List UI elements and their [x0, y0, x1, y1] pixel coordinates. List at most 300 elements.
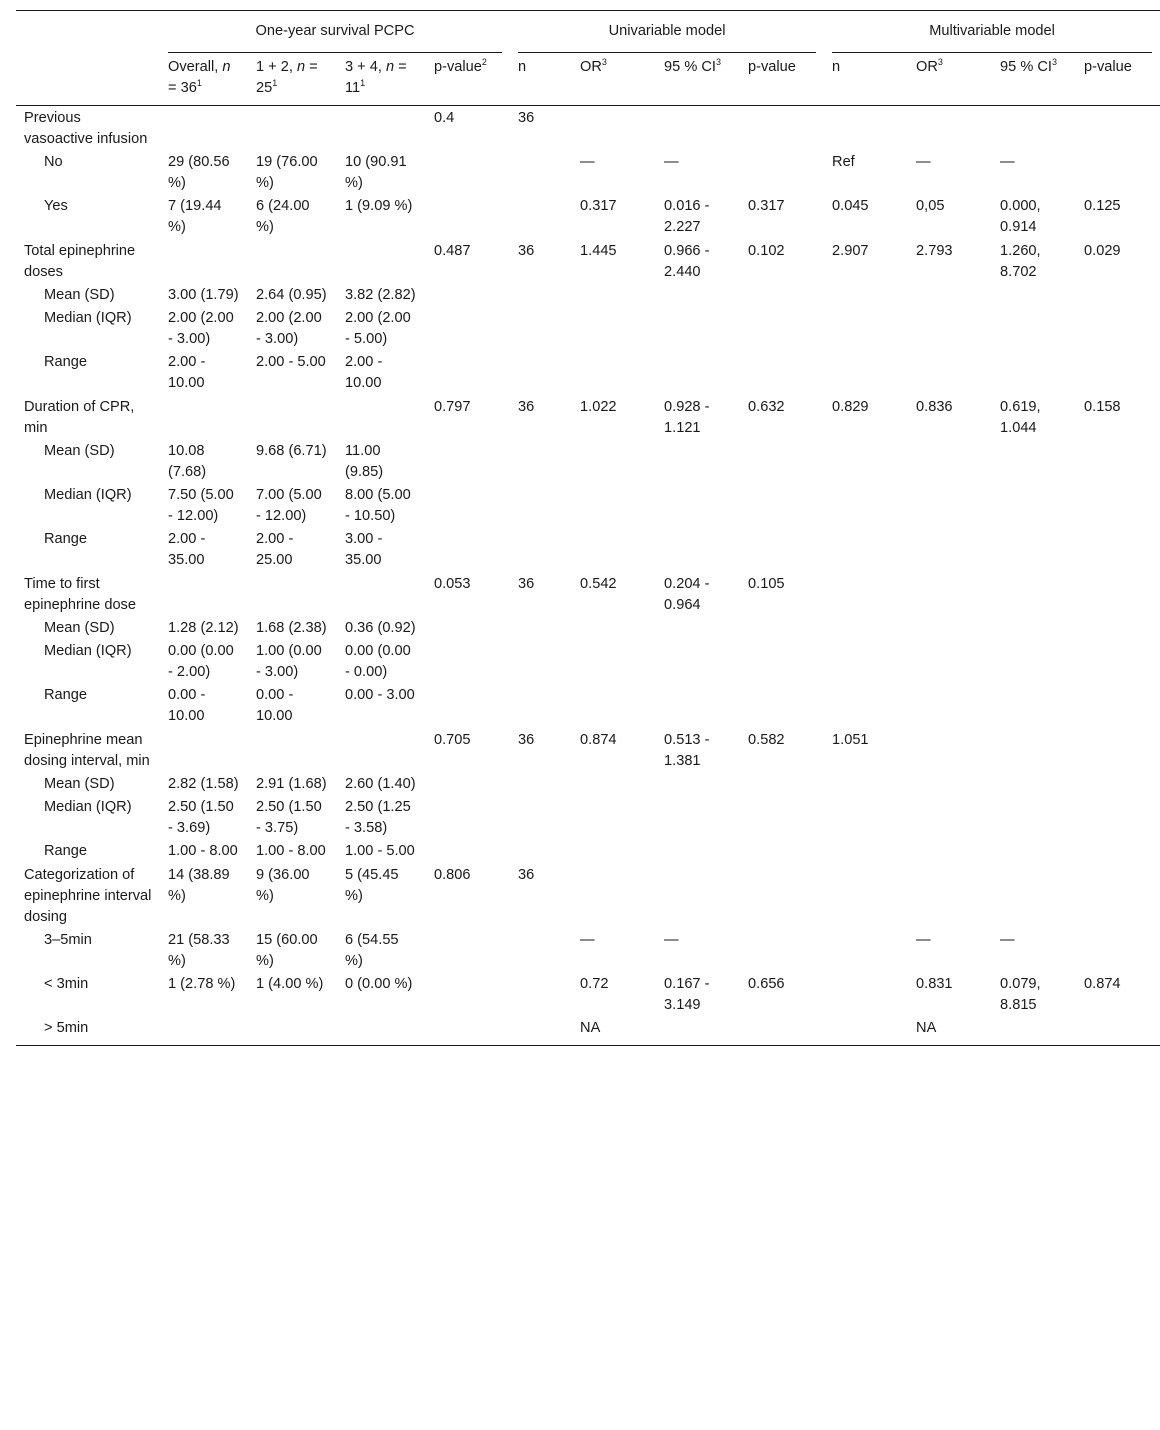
table-cell [510, 484, 572, 528]
table-cell: 2.00 (2.00 - 5.00) [345, 310, 411, 347]
table-cell [510, 840, 572, 863]
table-cell [656, 440, 740, 484]
table-row-level [16, 440, 1160, 484]
table-cell: 0.632 [748, 399, 785, 415]
col-1-2: 1 + 2, $n = 25^1$ [248, 52, 337, 106]
header-group-survival [160, 11, 510, 53]
table-cell [1076, 840, 1160, 863]
table-cell: 1.00 - 5.00 [345, 843, 415, 859]
table-cell [908, 684, 992, 728]
row-label: Median (IQR) [44, 643, 132, 659]
table-cell [656, 863, 740, 929]
table-cell [426, 840, 510, 863]
table-cell [248, 395, 337, 440]
table-cell [740, 1017, 824, 1046]
table-cell [656, 684, 740, 728]
table-cell [510, 640, 572, 684]
table-row-level [16, 195, 1160, 239]
table-cell [1076, 773, 1160, 796]
table-cell: 0.619, 1.044 [1000, 399, 1041, 436]
table-cell: 2.00 - 5.00 [256, 354, 326, 370]
table-cell [1076, 307, 1160, 351]
group-label-survival: One-year survival PCPC [168, 21, 502, 53]
table-cell [572, 484, 656, 528]
table-cell: 2.00 - 25.00 [256, 531, 294, 568]
table-cell [1076, 351, 1160, 395]
table-cell: 0.00 - 10.00 [168, 687, 206, 724]
table-container [16, 10, 1160, 1046]
header-empty-cell [16, 11, 160, 53]
table-cell: 1.68 (2.38) [256, 620, 327, 636]
table-row-level [16, 284, 1160, 307]
table-cell [824, 106, 908, 152]
table-cell: 0.00 - 3.00 [345, 687, 415, 703]
row-label: Range [44, 843, 88, 859]
table-cell [510, 617, 572, 640]
table-cell [992, 440, 1076, 484]
table-cell [1076, 796, 1160, 840]
table-cell [992, 863, 1076, 929]
table-cell: 0.204 - 0.964 [664, 576, 710, 613]
row-label: Categorization of epinephrine interval dosing [24, 867, 152, 925]
col-or-multivariable: $OR^3$ [908, 52, 992, 106]
row-label: Time to first epinephrine dose [24, 576, 136, 613]
table-cell [572, 307, 656, 351]
table-cell [824, 973, 908, 1017]
table-cell: 0.053 [434, 576, 471, 592]
table-cell [824, 640, 908, 684]
table-cell [908, 572, 992, 617]
table-cell [426, 151, 510, 195]
table-cell [824, 528, 908, 572]
table-cell [992, 617, 1076, 640]
table-cell: 1 (4.00 %) [256, 976, 324, 992]
results-table [16, 10, 1160, 1046]
table-cell: 0.317 [580, 198, 617, 214]
table-row-level [16, 151, 1160, 195]
group-label-univariable: Univariable model [518, 21, 816, 53]
table-cell [824, 307, 908, 351]
row-label: Range [44, 531, 88, 547]
table-cell: 36 [518, 867, 535, 883]
row-label: Range [44, 687, 88, 703]
table-cell: 1.260, 8.702 [1000, 243, 1041, 280]
table-cell: 1 (9.09 %) [345, 198, 413, 214]
col-p-value-multivariable: p-value [1076, 52, 1160, 106]
table-cell: 1.00 - 8.00 [256, 843, 326, 859]
table-cell [572, 528, 656, 572]
table-cell [824, 284, 908, 307]
table-cell: 0.829 [832, 399, 869, 415]
table-cell: 2.82 (1.58) [168, 776, 239, 792]
table-cell [426, 528, 510, 572]
table-cell [510, 1017, 572, 1046]
row-label: Mean (SD) [44, 287, 115, 303]
table-row-level [16, 796, 1160, 840]
table-cell: 0.016 - 2.227 [664, 198, 710, 235]
table-cell [656, 840, 740, 863]
table-cell [908, 307, 992, 351]
table-cell [510, 973, 572, 1017]
table-cell [510, 929, 572, 973]
table-cell [1076, 106, 1160, 152]
table-cell [908, 796, 992, 840]
table-cell [992, 796, 1076, 840]
table-row-level [16, 351, 1160, 395]
row-label: Mean (SD) [44, 443, 115, 459]
table-cell [656, 106, 740, 152]
row-label: Range [44, 354, 88, 370]
table-row-variable [16, 572, 1160, 617]
table-cell: 7.00 (5.00 - 12.00) [256, 487, 322, 524]
table-cell: 14 (38.89 %) [168, 867, 230, 904]
table-cell [510, 796, 572, 840]
table-cell [824, 484, 908, 528]
table-cell: 5 (45.45 %) [345, 867, 399, 904]
table-cell [740, 840, 824, 863]
table-cell: 0.806 [434, 867, 471, 883]
table-cell [160, 572, 248, 617]
table-cell [510, 684, 572, 728]
table-cell [510, 773, 572, 796]
table-cell [160, 395, 248, 440]
table-cell [908, 773, 992, 796]
table-cell [572, 796, 656, 840]
table-cell [1076, 151, 1160, 195]
group-label-multivariable: Multivariable model [832, 21, 1152, 53]
table-cell [824, 684, 908, 728]
table-cell: 0.656 [748, 976, 785, 992]
table-cell: 29 (80.56 %) [168, 154, 230, 191]
table-cell: 0.00 (0.00 - 0.00) [345, 643, 411, 680]
table-cell [992, 307, 1076, 351]
table-cell [426, 307, 510, 351]
table-cell [1076, 1017, 1160, 1046]
table-cell [740, 151, 824, 195]
table-cell: 36 [518, 576, 535, 592]
table-cell [992, 284, 1076, 307]
table-cell [337, 728, 426, 773]
row-label: Median (IQR) [44, 799, 132, 815]
table-cell: — [1000, 154, 1015, 170]
table-cell [572, 351, 656, 395]
table-cell: 0.487 [434, 243, 471, 259]
table-cell: 21 (58.33 %) [168, 932, 230, 969]
table-row-level [16, 840, 1160, 863]
table-cell [426, 195, 510, 239]
table-cell [426, 617, 510, 640]
table-cell [824, 572, 908, 617]
table-cell: 0.542 [580, 576, 617, 592]
row-label: < 3min [44, 976, 89, 992]
table-cell [572, 773, 656, 796]
table-cell [1076, 440, 1160, 484]
table-cell [510, 284, 572, 307]
table-cell [740, 351, 824, 395]
table-cell [992, 528, 1076, 572]
table-cell [572, 840, 656, 863]
table-cell [572, 863, 656, 929]
table-cell [992, 840, 1076, 863]
table-row-level [16, 773, 1160, 796]
table-cell [824, 440, 908, 484]
table-cell: 11.00 (9.85) [345, 443, 384, 480]
col-3-4: 3 + 4, $n = 11^1$ [337, 52, 426, 106]
header-group-univariable [510, 11, 824, 53]
table-cell: 36 [518, 399, 535, 415]
table-cell [426, 284, 510, 307]
table-cell: 1 (2.78 %) [168, 976, 236, 992]
table-row-level [16, 617, 1160, 640]
table-cell: 15 (60.00 %) [256, 932, 318, 969]
table-cell: 0.4 [434, 110, 455, 126]
table-cell: 0.079, 8.815 [1000, 976, 1041, 1013]
table-cell: 2.00 (2.00 - 3.00) [168, 310, 234, 347]
table-cell: 0.125 [1084, 198, 1121, 214]
table-cell [908, 528, 992, 572]
table-cell [510, 440, 572, 484]
table-cell: 2.50 (1.50 - 3.69) [168, 799, 234, 836]
table-cell [160, 239, 248, 284]
table-cell: 10.08 (7.68) [168, 443, 207, 480]
table-cell [824, 796, 908, 840]
col-p-value-univariable: p-value [740, 52, 824, 106]
table-cell: 0.000, 0.914 [1000, 198, 1041, 235]
table-row-level [16, 973, 1160, 1017]
row-label: Duration of CPR, min [24, 399, 135, 436]
table-cell [908, 351, 992, 395]
table-cell [656, 796, 740, 840]
table-cell [824, 863, 908, 929]
table-cell [656, 307, 740, 351]
table-cell [992, 773, 1076, 796]
row-label: Mean (SD) [44, 620, 115, 636]
table-row-variable [16, 106, 1160, 152]
table-cell [740, 106, 824, 152]
col-ci-univariable: 95 % $CI^3$ [656, 52, 740, 106]
row-label: Epinephrine mean dosing interval, min [24, 732, 150, 769]
table-cell: 2.793 [916, 243, 953, 259]
table-cell [824, 773, 908, 796]
table-cell [740, 640, 824, 684]
table-row-variable [16, 728, 1160, 773]
table-cell [824, 1017, 908, 1046]
table-cell: 0.00 (0.00 - 2.00) [168, 643, 234, 680]
table-cell: 0.105 [748, 576, 785, 592]
table-row-level [16, 528, 1160, 572]
table-row-level [16, 307, 1160, 351]
table-cell [740, 617, 824, 640]
table-cell [992, 1017, 1076, 1046]
table-cell: 2.00 (2.00 - 3.00) [256, 310, 322, 347]
table-cell [248, 572, 337, 617]
table-cell: 7.50 (5.00 - 12.00) [168, 487, 234, 524]
table-cell: 36 [518, 110, 535, 126]
table-cell [337, 395, 426, 440]
table-cell [510, 307, 572, 351]
row-label: Mean (SD) [44, 776, 115, 792]
table-cell [740, 863, 824, 929]
table-cell: 0.513 - 1.381 [664, 732, 710, 769]
table-cell [572, 106, 656, 152]
table-cell: 1.051 [832, 732, 869, 748]
table-cell [426, 351, 510, 395]
table-cell [337, 106, 426, 152]
table-cell: 0.045 [832, 198, 869, 214]
table-cell: 0.966 - 2.440 [664, 243, 710, 280]
table-cell [656, 351, 740, 395]
table-row-level [16, 684, 1160, 728]
table-cell: 7 (19.44 %) [168, 198, 222, 235]
table-cell: — [664, 932, 679, 948]
table-cell: 0.874 [580, 732, 617, 748]
table-cell [992, 351, 1076, 395]
table-cell [248, 106, 337, 152]
table-cell [656, 617, 740, 640]
table-cell: 0.72 [580, 976, 609, 992]
table-cell [656, 1017, 740, 1046]
table-cell [1076, 929, 1160, 973]
table-cell [824, 617, 908, 640]
table-cell: 36 [518, 243, 535, 259]
table-row-variable [16, 395, 1160, 440]
table-cell [740, 307, 824, 351]
row-label: 3–5min [44, 932, 92, 948]
table-cell [824, 840, 908, 863]
table-cell [160, 728, 248, 773]
table-cell: 0.158 [1084, 399, 1121, 415]
table-cell: 0.167 - 3.149 [664, 976, 710, 1013]
row-label: Total epinephrine doses [24, 243, 136, 280]
table-cell [510, 151, 572, 195]
table-cell: 0.928 - 1.121 [664, 399, 710, 436]
table-cell: — [916, 932, 931, 948]
table-cell: 0.874 [1084, 976, 1121, 992]
table-cell: 9 (36.00 %) [256, 867, 310, 904]
table-cell: 0.36 (0.92) [345, 620, 416, 636]
table-cell [992, 728, 1076, 773]
table-cell [1076, 572, 1160, 617]
table-row-level [16, 640, 1160, 684]
table-cell: 1.445 [580, 243, 617, 259]
table-cell: 1.28 (2.12) [168, 620, 239, 636]
header-group-row [16, 11, 1160, 53]
row-label: No [44, 154, 63, 170]
table-cell: 1.00 (0.00 - 3.00) [256, 643, 322, 680]
table-cell [1076, 728, 1160, 773]
table-cell [908, 284, 992, 307]
table-cell: 0.797 [434, 399, 471, 415]
table-cell [1076, 640, 1160, 684]
table-cell [740, 796, 824, 840]
table-cell [740, 440, 824, 484]
table-cell [824, 929, 908, 973]
table-cell: 1.00 - 8.00 [168, 843, 238, 859]
table-body [16, 106, 1160, 1046]
table-cell [740, 528, 824, 572]
table-cell [908, 617, 992, 640]
table-cell: 0.029 [1084, 243, 1121, 259]
table-cell: 2.50 (1.50 - 3.75) [256, 799, 322, 836]
table-cell [248, 239, 337, 284]
table-cell: Ref [832, 154, 855, 170]
table-cell [572, 284, 656, 307]
table-cell [908, 863, 992, 929]
table-cell [740, 684, 824, 728]
table-cell [1076, 528, 1160, 572]
table-cell [992, 106, 1076, 152]
table-cell [1076, 863, 1160, 929]
table-cell: 9.68 (6.71) [256, 443, 327, 459]
table-cell [1076, 484, 1160, 528]
table-cell [426, 684, 510, 728]
col-ci-multivariable: 95 % $CI^3$ [992, 52, 1076, 106]
table-cell [908, 840, 992, 863]
table-cell [908, 106, 992, 152]
table-cell [426, 440, 510, 484]
table-cell: 36 [518, 732, 535, 748]
col-n-multivariable: n [824, 52, 908, 106]
table-cell: 3.00 - 35.00 [345, 531, 383, 568]
table-cell [337, 1017, 426, 1046]
table-cell: 6 (54.55 %) [345, 932, 399, 969]
table-cell [572, 640, 656, 684]
table-cell [426, 796, 510, 840]
table-cell [740, 929, 824, 973]
table-cell [656, 773, 740, 796]
table-row-level [16, 1017, 1160, 1046]
table-cell [1076, 617, 1160, 640]
table-cell: 2.91 (1.68) [256, 776, 327, 792]
table-cell [426, 973, 510, 1017]
table-cell [426, 773, 510, 796]
table-cell [656, 640, 740, 684]
row-label: > 5min [16, 1017, 160, 1046]
table-row-level [16, 929, 1160, 973]
table-row-level [16, 484, 1160, 528]
table-cell [656, 284, 740, 307]
table-cell [426, 484, 510, 528]
table-cell [337, 572, 426, 617]
header-blank [16, 52, 160, 106]
table-cell [160, 106, 248, 152]
table-cell [426, 1017, 510, 1046]
table-cell [572, 684, 656, 728]
table-cell: NA [908, 1017, 992, 1046]
table-cell [824, 351, 908, 395]
table-cell [426, 640, 510, 684]
table-cell [510, 528, 572, 572]
table-cell [160, 1017, 248, 1046]
table-cell: 2.907 [832, 243, 869, 259]
table-cell: 0,05 [916, 198, 945, 214]
table-cell: 8.00 (5.00 - 10.50) [345, 487, 411, 524]
table-cell: 6 (24.00 %) [256, 198, 310, 235]
table-cell [656, 484, 740, 528]
table-cell: — [1000, 932, 1015, 948]
table-cell [740, 484, 824, 528]
table-cell: 0.102 [748, 243, 785, 259]
table-cell [992, 484, 1076, 528]
table-cell: 0.00 - 10.00 [256, 687, 294, 724]
table-cell: — [580, 154, 595, 170]
table-cell [908, 484, 992, 528]
table-cell [572, 617, 656, 640]
table-cell: 2.60 (1.40) [345, 776, 416, 792]
table-cell: 2.50 (1.25 - 3.58) [345, 799, 411, 836]
table-row-variable [16, 239, 1160, 284]
table-cell: 19 (76.00 %) [256, 154, 318, 191]
